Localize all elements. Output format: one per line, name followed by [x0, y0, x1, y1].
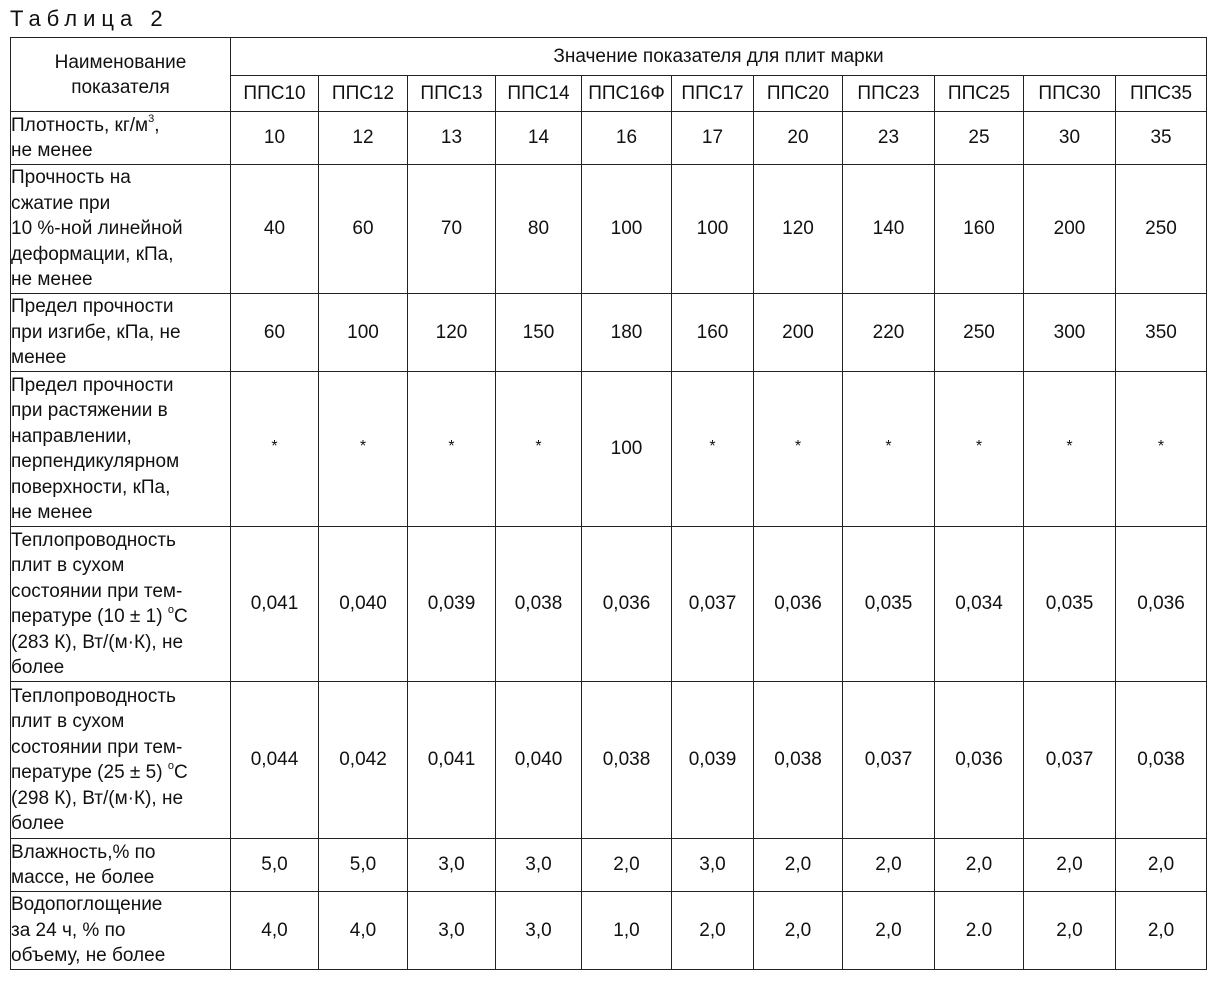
- value-cell: 23: [843, 112, 935, 165]
- grade-header-cell: ППС20: [754, 76, 843, 112]
- value-cell: *: [754, 372, 843, 527]
- value-cell: *: [1024, 372, 1116, 527]
- value-cell: 2,0: [1116, 839, 1207, 892]
- parameter-name-tail: C: [173, 762, 188, 783]
- parameter-name-tail: ,: [154, 114, 160, 136]
- value-cell: 300: [1024, 294, 1116, 372]
- parameter-name-line: деформации, кПа,: [11, 243, 174, 265]
- value-cell: 20: [754, 112, 843, 165]
- degree-superscript: o: [167, 760, 174, 772]
- value-cell: 0,038: [1116, 682, 1207, 839]
- parameter-name-line: Предел прочности: [11, 296, 174, 318]
- parameter-name-line: менее: [11, 347, 67, 369]
- parameter-name-line: (298 К), Вт/(м·К), не: [11, 787, 184, 809]
- table-row: [11, 294, 1207, 372]
- table-row: [11, 112, 1207, 165]
- value-cell: 0,042: [319, 682, 408, 839]
- parameter-name-line-wrap: [11, 604, 230, 630]
- parameter-name-tail: C: [173, 606, 188, 627]
- grade-header-cell: ППС12: [319, 76, 408, 112]
- header-row-group: [11, 38, 1207, 76]
- value-cell: 200: [754, 294, 843, 372]
- grade-header-cell: ППС10: [231, 76, 319, 112]
- value-cell: 0,035: [1024, 527, 1116, 682]
- value-cell: 100: [582, 165, 672, 294]
- value-cell: 250: [1116, 165, 1207, 294]
- value-cell: 160: [935, 165, 1024, 294]
- parameter-name-line: плит в сухом: [11, 711, 125, 732]
- parameter-name-cell: [11, 294, 231, 372]
- unit-superscript: 3: [148, 112, 155, 125]
- value-cell: 25: [935, 112, 1024, 165]
- value-cell: 5,0: [319, 839, 408, 892]
- parameter-name-line: пературе (25 ± 5): [11, 762, 168, 783]
- value-cell: 2,0: [935, 839, 1024, 892]
- value-cell: 2,0: [672, 892, 754, 970]
- value-cell: 0,041: [408, 682, 496, 839]
- value-cell: 0,037: [672, 527, 754, 682]
- grade-header-cell: ППС35: [1116, 76, 1207, 112]
- value-cell: 100: [672, 165, 754, 294]
- value-cell: 150: [496, 294, 582, 372]
- value-cell: 160: [672, 294, 754, 372]
- value-cell: 2,0: [843, 892, 935, 970]
- value-cell: 2,0: [843, 839, 935, 892]
- parameter-name-line: 10 %-ной линейной: [11, 218, 183, 240]
- value-cell: 0,040: [496, 682, 582, 839]
- parameter-name-line: перпендикулярном: [11, 451, 180, 472]
- value-cell: 2,0: [754, 839, 843, 892]
- parameter-name-line: Предел прочности: [11, 374, 174, 396]
- value-cell: *: [672, 372, 754, 527]
- value-cell: 180: [582, 294, 672, 372]
- parameter-name-line: состоянии при тем-: [11, 736, 183, 758]
- value-cell: 250: [935, 294, 1024, 372]
- value-cell: 220: [843, 294, 935, 372]
- parameter-name-line: не менее: [11, 140, 93, 161]
- parameter-name-line: объему, не более: [11, 945, 166, 967]
- value-cell: 100: [319, 294, 408, 372]
- value-cell: 3,0: [672, 839, 754, 892]
- value-cell: *: [408, 372, 496, 527]
- parameter-name-line: Прочность на: [11, 167, 131, 189]
- value-cell: 0,034: [935, 527, 1024, 682]
- value-cell: *: [231, 372, 319, 527]
- parameter-name-cell: [11, 892, 231, 970]
- parameter-name-line: (283 К), Вт/(м·К), не: [11, 631, 184, 653]
- value-cell: 13: [408, 112, 496, 165]
- value-cell: 140: [843, 165, 935, 294]
- table-row: [11, 527, 1207, 682]
- parameter-name-line: поверхности, кПа,: [11, 476, 171, 498]
- table-row: [11, 165, 1207, 294]
- table-row: [11, 839, 1207, 892]
- parameter-name-line: Теплопроводность: [11, 685, 176, 707]
- value-cell: *: [935, 372, 1024, 527]
- table-row: [11, 682, 1207, 839]
- value-cell: 0,039: [672, 682, 754, 839]
- value-cell: *: [843, 372, 935, 527]
- parameter-name-line: Влажность,% по: [11, 841, 156, 863]
- properties-table: [10, 37, 1207, 970]
- value-cell: 120: [408, 294, 496, 372]
- value-cell: 60: [231, 294, 319, 372]
- value-cell: 40: [231, 165, 319, 294]
- value-cell: 1,0: [582, 892, 672, 970]
- parameter-name-header-line2: показателя: [71, 76, 170, 98]
- grade-header-cell: ППС23: [843, 76, 935, 112]
- parameter-name-line-wrap: [11, 113, 230, 139]
- parameter-name-cell: [11, 112, 231, 165]
- value-cell: 0,038: [582, 682, 672, 839]
- grade-header-cell: ППС30: [1024, 76, 1116, 112]
- value-cell: 4,0: [319, 892, 408, 970]
- grade-header-cell: ППС17: [672, 76, 754, 112]
- value-cell: 2,0: [1024, 892, 1116, 970]
- value-cell: 14: [496, 112, 582, 165]
- parameter-name-cell: [11, 527, 231, 682]
- parameter-name-line: пературе (10 ± 1): [11, 606, 168, 627]
- value-cell: 3,0: [496, 892, 582, 970]
- grade-group-header: Значение показателя для плит марки: [231, 38, 1207, 76]
- value-cell: 0,041: [231, 527, 319, 682]
- parameter-name-line: сжатие при: [11, 192, 111, 214]
- parameter-name-header-line1: Наименование: [54, 51, 187, 73]
- parameter-name-line: плит в сухом: [11, 555, 125, 576]
- parameter-name-line-wrap: [11, 760, 230, 786]
- grade-header-cell: ППС16Ф: [582, 76, 672, 112]
- value-cell: 3,0: [496, 839, 582, 892]
- value-cell: 0,036: [1116, 527, 1207, 682]
- value-cell: 0,037: [1024, 682, 1116, 839]
- value-cell: 0,040: [319, 527, 408, 682]
- value-cell: 3,0: [408, 892, 496, 970]
- parameter-name-line: состоянии при тем-: [11, 580, 183, 602]
- parameter-name-line: более: [11, 813, 65, 834]
- value-cell: *: [496, 372, 582, 527]
- value-cell: 2,0: [1116, 892, 1207, 970]
- value-cell: 60: [319, 165, 408, 294]
- parameter-name-line: направлении,: [11, 425, 132, 447]
- parameter-name-line: Теплопроводность: [11, 529, 176, 551]
- degree-superscript: o: [167, 604, 174, 616]
- value-cell: 80: [496, 165, 582, 294]
- value-cell: 2,0: [754, 892, 843, 970]
- value-cell: 17: [672, 112, 754, 165]
- value-cell: 35: [1116, 112, 1207, 165]
- parameter-name-cell: [11, 372, 231, 527]
- value-cell: 3,0: [408, 839, 496, 892]
- value-cell: 16: [582, 112, 672, 165]
- parameter-name-cell: [11, 165, 231, 294]
- table-row: [11, 892, 1207, 970]
- parameter-name-header: [11, 38, 231, 112]
- parameter-name-line: более: [11, 657, 65, 678]
- parameter-name-cell: [11, 682, 231, 839]
- value-cell: 2,0: [582, 839, 672, 892]
- value-cell: 200: [1024, 165, 1116, 294]
- value-cell: 30: [1024, 112, 1116, 165]
- parameter-name-line: массе, не более: [11, 867, 155, 888]
- parameter-name-cell: [11, 839, 231, 892]
- grade-header-cell: ППС14: [496, 76, 582, 112]
- value-cell: 0,038: [754, 682, 843, 839]
- parameter-name-line: за 24 ч, % по: [11, 919, 126, 941]
- parameter-name-line: не менее: [11, 502, 93, 523]
- value-cell: 0,038: [496, 527, 582, 682]
- grade-header-cell: ППС25: [935, 76, 1024, 112]
- value-cell: 0,036: [935, 682, 1024, 839]
- value-cell: 70: [408, 165, 496, 294]
- value-cell: 0,037: [843, 682, 935, 839]
- value-cell: 350: [1116, 294, 1207, 372]
- value-cell: 120: [754, 165, 843, 294]
- table-row: [11, 372, 1207, 527]
- parameter-name-line: Плотность, кг/м: [11, 114, 149, 136]
- table-caption: Таблица 2: [10, 6, 169, 31]
- value-cell: 0,044: [231, 682, 319, 839]
- value-cell: 100: [582, 372, 672, 527]
- parameter-name-line: Водопоглощение: [11, 894, 163, 916]
- value-cell: 0,036: [754, 527, 843, 682]
- parameter-name-line: при растяжении в: [11, 400, 168, 421]
- value-cell: 2,0: [1024, 839, 1116, 892]
- value-cell: 10: [231, 112, 319, 165]
- value-cell: 0,039: [408, 527, 496, 682]
- table-body: [11, 112, 1207, 970]
- value-cell: 0,035: [843, 527, 935, 682]
- value-cell: 12: [319, 112, 408, 165]
- value-cell: 2.0: [935, 892, 1024, 970]
- value-cell: 0,036: [582, 527, 672, 682]
- value-cell: *: [319, 372, 408, 527]
- parameter-name-line: не менее: [11, 269, 93, 291]
- grade-header-cell: ППС13: [408, 76, 496, 112]
- parameter-name-line: при изгибе, кПа, не: [11, 321, 181, 343]
- value-cell: 4,0: [231, 892, 319, 970]
- value-cell: 5,0: [231, 839, 319, 892]
- value-cell: *: [1116, 372, 1207, 527]
